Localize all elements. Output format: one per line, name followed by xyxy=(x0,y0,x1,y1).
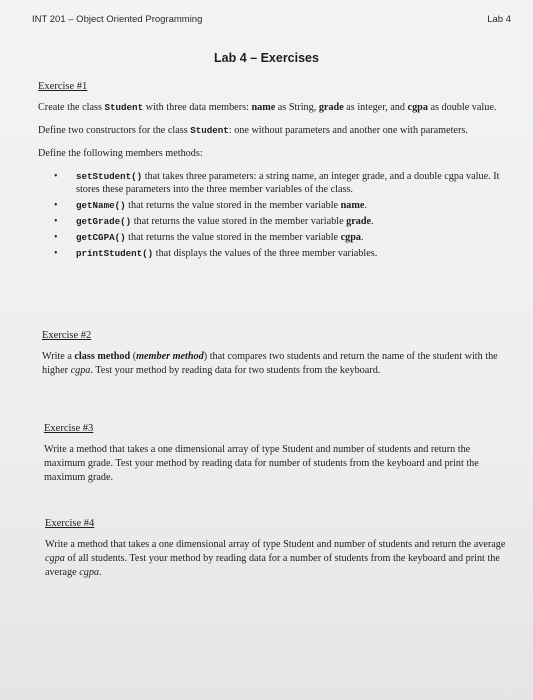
bullet-icon: • xyxy=(54,216,58,227)
text: that displays the values of the three member variables. xyxy=(153,248,378,259)
exercise-1-paragraph-2 xyxy=(38,124,500,138)
bullet-icon: • xyxy=(54,200,58,211)
italic-term: cgpa xyxy=(45,553,65,564)
text: that takes three parameters: a string name, an integer grade, and a double cgpa value. It stores these parameters into the three member variables of the class. xyxy=(76,171,500,195)
list-item xyxy=(54,199,500,212)
code-term: Student xyxy=(190,125,229,136)
course-title: INT 201 – Object Oriented Programming xyxy=(32,14,203,25)
text: that returns the value stored in the member variable xyxy=(125,232,341,243)
exercise-4-paragraph xyxy=(45,538,507,580)
code-term: getCGPA() xyxy=(76,232,126,243)
exercise-1 xyxy=(38,80,500,263)
exercise-1-heading: Exercise #1 xyxy=(38,81,88,92)
text: . Test your method by reading data for two students from the keyboard. xyxy=(90,365,381,376)
bold-term: name xyxy=(340,200,365,211)
italic-term: cgpa xyxy=(79,567,100,578)
text: ( xyxy=(130,351,137,362)
text: : one without parameters and another one with parameters. xyxy=(228,125,468,136)
text: Write a method that takes a one dimensional array of type Student and number of students and return the average xyxy=(45,539,506,550)
text: ) that compares two students and return the name of the student with the higher xyxy=(42,351,498,376)
italic-term: cgpa xyxy=(70,365,91,376)
text: as String, xyxy=(275,102,319,113)
bold-term: class method xyxy=(74,351,131,362)
text: . xyxy=(99,567,102,578)
page-title: Lab 4 – Exercises xyxy=(214,51,319,65)
bold-term: cgpa xyxy=(340,232,361,243)
text: Define two constructors for the class xyxy=(38,125,191,136)
lab-label: Lab 4 xyxy=(487,14,511,25)
code-term: setStudent() xyxy=(76,171,143,182)
code-term: Student xyxy=(104,102,144,113)
exercise-2 xyxy=(42,329,504,387)
bold-term: grade xyxy=(318,102,344,113)
text: . xyxy=(364,200,367,211)
list-item xyxy=(54,247,500,260)
text: that returns the value stored in the member variable xyxy=(125,200,341,211)
bold-italic-term: member method xyxy=(136,351,204,362)
bold-term: cgpa xyxy=(407,102,428,113)
text: . xyxy=(371,216,374,227)
list-item xyxy=(54,170,500,196)
bullet-icon: • xyxy=(54,232,58,243)
text: Write a xyxy=(42,351,75,362)
exercise-2-heading: Exercise #2 xyxy=(42,330,92,341)
exercise-2-paragraph xyxy=(42,350,504,378)
code-term: getGrade() xyxy=(76,216,132,227)
text: Create the class xyxy=(38,102,105,113)
list-item xyxy=(54,215,500,228)
text: . xyxy=(361,232,364,243)
code-term: getName() xyxy=(76,200,126,211)
text: as double value. xyxy=(427,102,497,113)
text: of all students. Test your method by reading data for a number of students from the keyboard and print the average xyxy=(45,553,500,578)
exercise-4-heading: Exercise #4 xyxy=(45,518,95,529)
exercise-4 xyxy=(45,517,507,589)
bold-term: grade xyxy=(346,216,372,227)
exercise-3 xyxy=(44,422,506,494)
bullet-icon: • xyxy=(54,248,58,259)
exercise-3-heading: Exercise #3 xyxy=(44,423,94,434)
page-header xyxy=(32,14,511,25)
code-term: printStudent() xyxy=(76,248,154,259)
text: as integer, and xyxy=(343,102,408,113)
bold-term: name xyxy=(251,102,276,113)
exercise-1-paragraph-3: Define the following members methods: xyxy=(38,148,203,159)
methods-list xyxy=(38,170,500,260)
list-item xyxy=(54,231,500,244)
exercise-1-paragraph-1 xyxy=(38,101,500,115)
exercise-3-paragraph: Write a method that takes a one dimensional array of type Student and number of students and return the maximum grade. Test your method by reading data for number of students from the keyboard and print the maximum grade. xyxy=(44,444,479,483)
text: with three data members: xyxy=(143,102,252,113)
bullet-icon: • xyxy=(54,171,58,182)
text: that returns the value stored in the member variable xyxy=(131,216,347,227)
